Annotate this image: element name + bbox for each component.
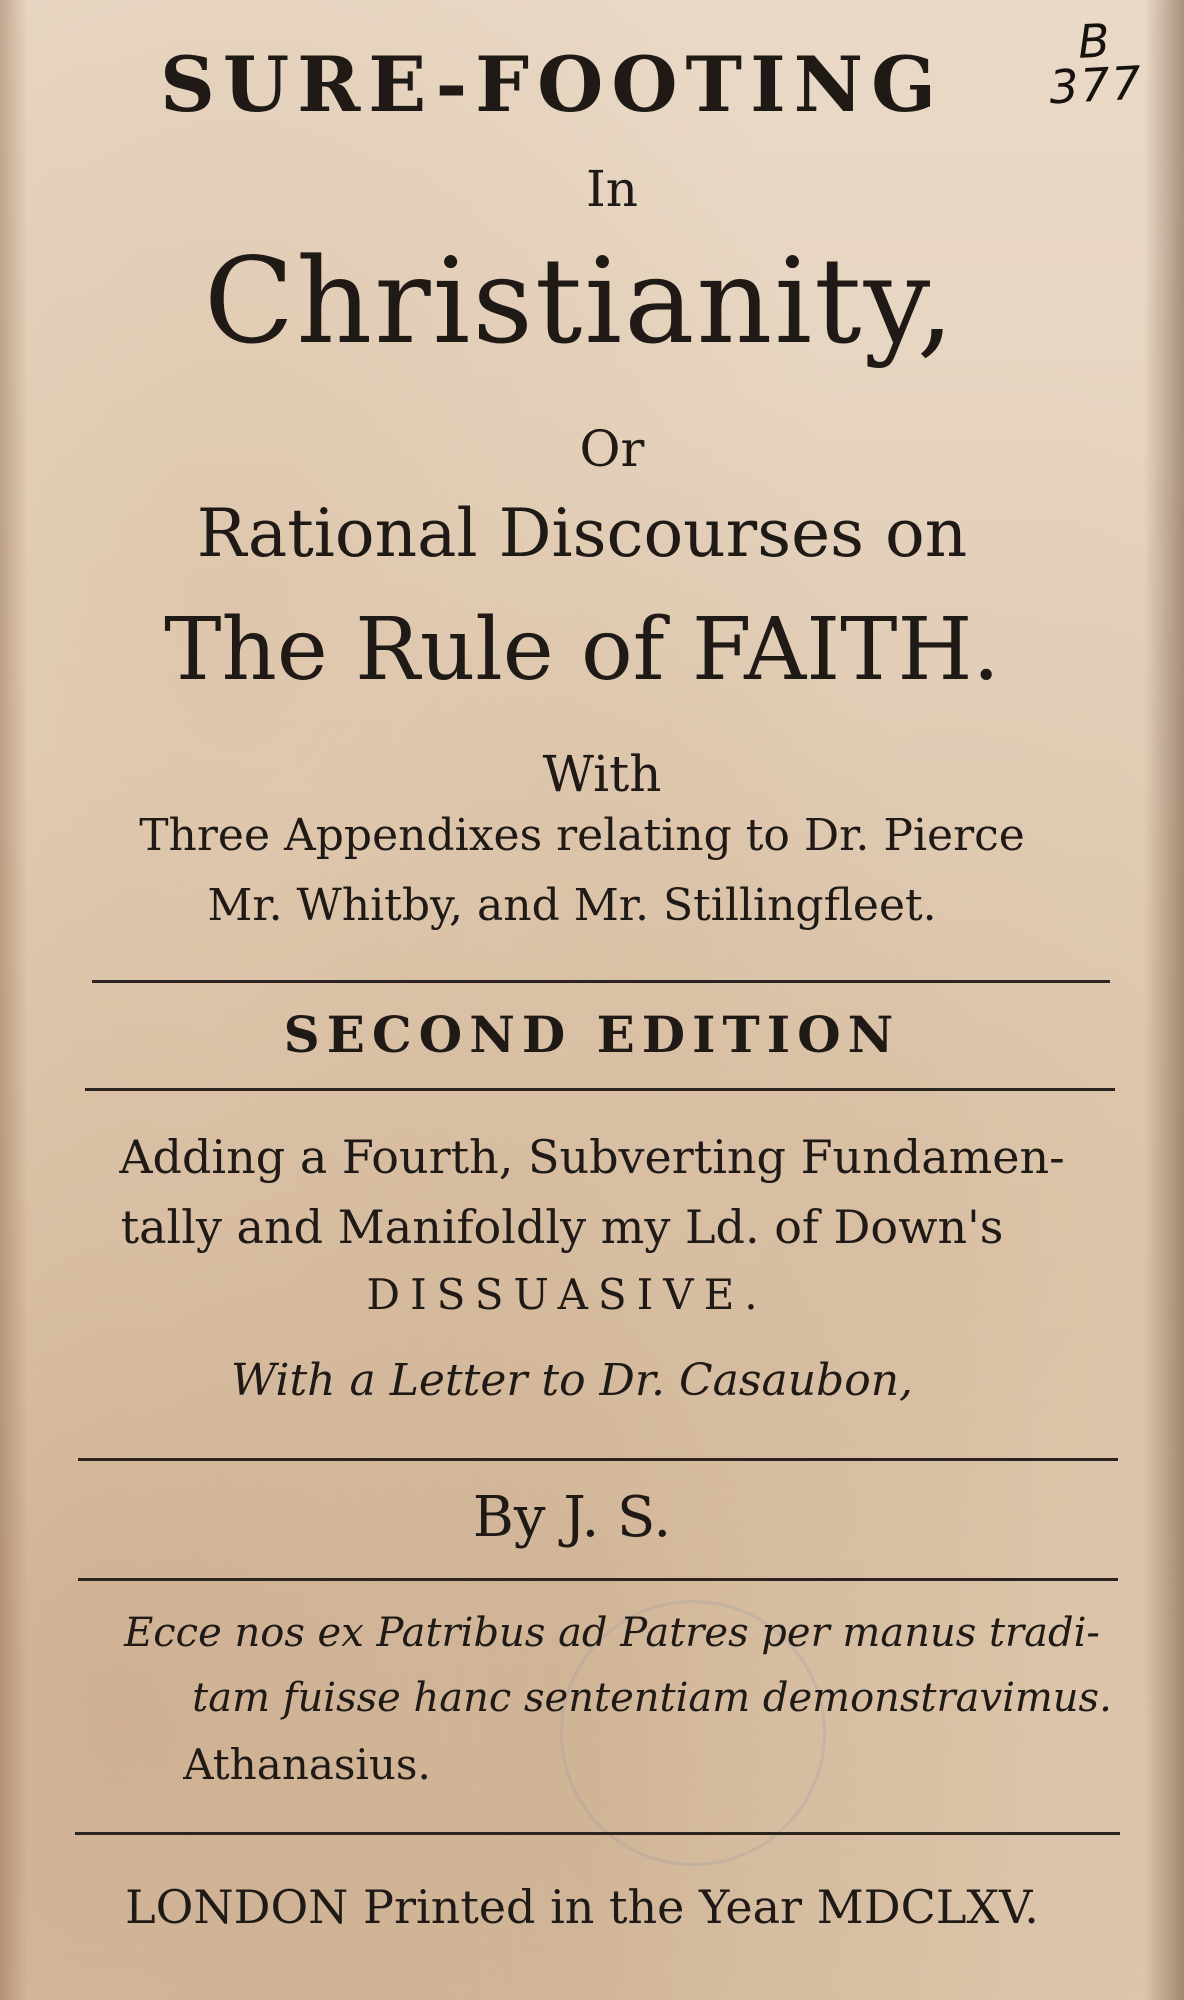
rule-5: [75, 1832, 1120, 1835]
addition-line-1: Adding a Fourth, Subverting Fundamen-: [119, 1130, 1065, 1184]
rule-1: [92, 980, 1110, 983]
epigraph-line-2: tam fuisse hanc sententiam demonstravimus.: [192, 1675, 1112, 1721]
rule-2: [85, 1088, 1115, 1091]
epigraph-attribution: Athanasius.: [183, 1740, 431, 1789]
author-by-js: By J. S.: [472, 1485, 672, 1550]
appendix-three-appendixes: Three Appendixes relating to Dr. Pierce: [139, 810, 1025, 861]
title-line-in: In: [586, 160, 638, 218]
appendix-with: With: [542, 745, 662, 803]
addition-line-2: tally and Manifoldly my Ld. of Down's: [120, 1200, 1004, 1254]
title-line-christianity: Christianity,: [203, 232, 957, 370]
title-line-rule-of-faith: The Rule of FAITH.: [164, 600, 1000, 700]
title-line-sure-footing: SURE-FOOTING: [159, 40, 945, 129]
addition-line-3: DISSUASIVE.: [366, 1270, 768, 1319]
title-line-rational-discourses: Rational Discourses on: [196, 495, 968, 572]
epigraph-line-1: Ecce nos ex Patribus ad Patres per manus tradi-: [124, 1610, 1100, 1656]
title-line-or: Or: [579, 420, 645, 478]
edition-statement: SECOND EDITION: [283, 1005, 901, 1064]
rule-4: [78, 1578, 1118, 1581]
imprint: LONDON Printed in the Year MDCLXV.: [125, 1880, 1039, 1934]
appendix-whitby-stillingfleet: Mr. Whitby, and Mr. Stillingfleet.: [207, 880, 937, 931]
shelfmark-number: 377: [1047, 55, 1145, 115]
rule-3: [78, 1458, 1118, 1461]
letter-to-casaubon: With a Letter to Dr. Casaubon,: [230, 1355, 914, 1406]
shelfmark-letter: B: [1076, 13, 1111, 69]
